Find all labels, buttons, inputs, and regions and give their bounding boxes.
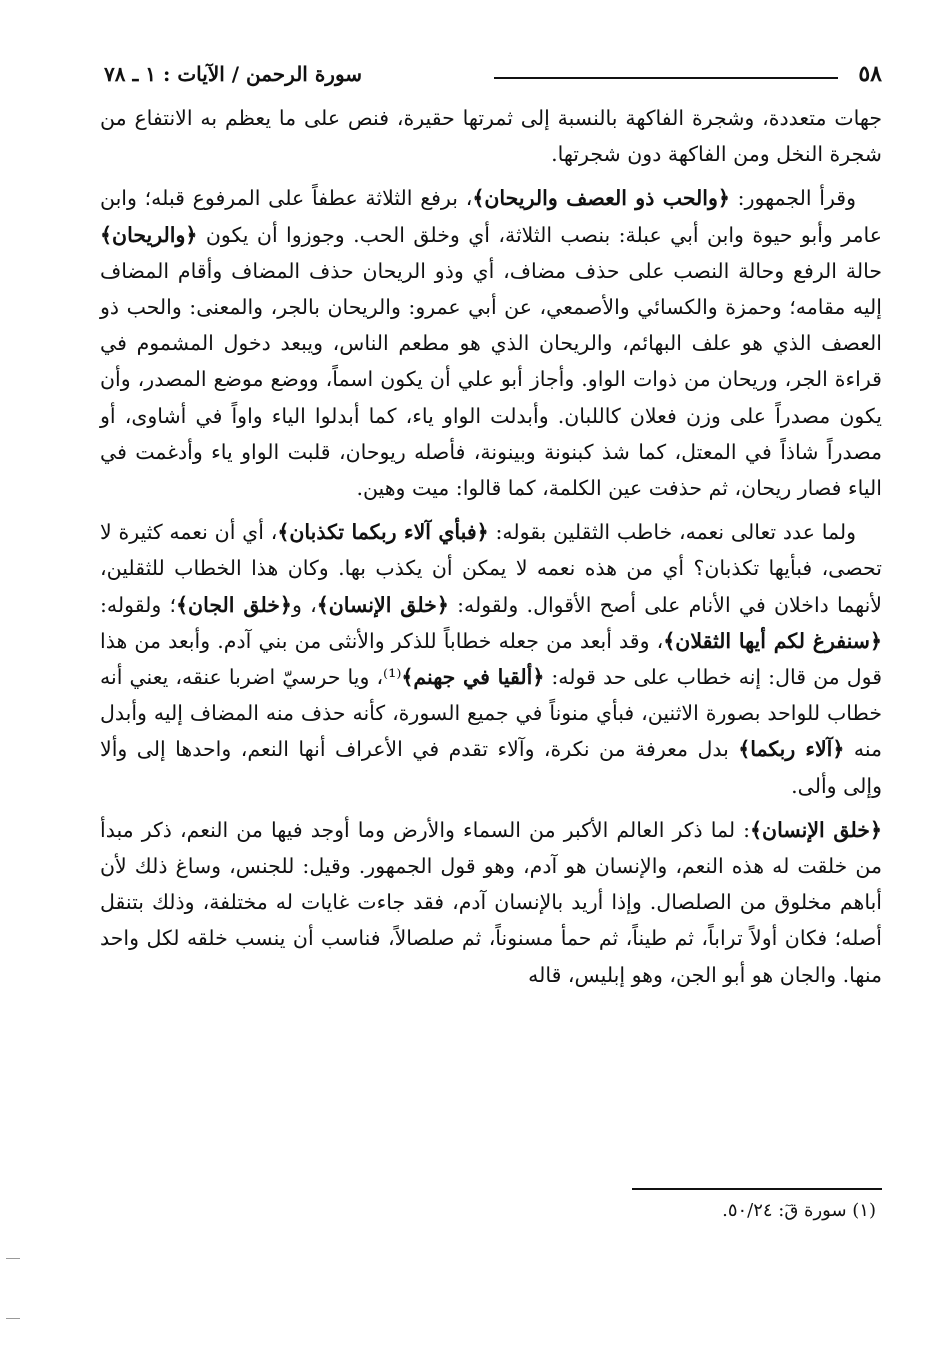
quranic-quote: ﴿خلق الجان﴾ [176,592,292,617]
footnote: (١) سورة قٓ: ٥٠/٢٤. [722,1200,876,1221]
running-title: سورة الرحمن / الآيات : ١ ـ ٧٨ [104,62,363,86]
quranic-quote: ﴿خلق الإنسان﴾ [316,592,449,617]
text-run: : لما ذكر العالم الأكبر من السماء والأرض وما أوجد فيها من النعم، ذكر مبدأ من خلقت له هذه النعم، والإنسان هو آدم، وهو قول الجمهور. وقيل: للجنس، وساغ ذلك لأن أباهم مخلوق من الصلصال. وإذا أريد بالإنسان آدم، فقد جاءت غايات له مختلفة، وذلك بتنقل أصله؛ فكان أولاً تراباً، ثم طيناً، ثم حمأ مسنوناً، ثم صلصالاً، فناسب أن ينسب خلقه لكل واحد منها. والجان هو أبو الجن، وهو إبليس، قاله [100,817,882,987]
text-run: حالة الرفع وحالة النصب على حذف مضاف، أي وذو الريحان حذف المضاف وأقام المضاف إليه مقامه؛ وحمزة والكسائي والأصمعي، عن أبي عمرو: والريحان بالجر، والمعنى: والحب ذو العصف الذي هو علف البهائم، والريحان الذي هو مطعم الناس، ويبعد دخول المشموم في قراءة الجر، وريحان من ذوات الواو. وأجاز أبو علي أن يكون اسماً، ووضع موضع المصدر، وأن يكون مصدراً على وزن فعلان كاللبان. وأبدلت الواو ياء، كما أبدلوا الياء واواً في أشاوى، أو مصدراً شاذاً في المعتل، كما شذ كبنونة وبينونة، فأصله ريوحان، قلبت الواو ياء وأدغمت في الياء فصار ريحان، ثم حذفت عين الكلمة، كما قالوا: ميت وهين. [100,258,882,501]
paragraph [100,180,882,506]
text-run: ، برفع الثلاثة عطفاً على المرفوع قبله؛ وابن عامر وأبو حيوة وابن أبي عبلة: بنصب الثلاثة، أي وخلق الحب. وجوزوا أن يكون [100,186,882,247]
text-run: ، و [291,592,317,617]
text-run: وقرأ الجمهور: [729,186,856,211]
scan-mark [6,1318,20,1319]
quranic-quote: ﴿والريحان﴾ [100,222,198,247]
text-run: بدل معرفة من نكرة، وآلاء تقدم في الأعراف أنها النعم، واحدها إلى وألا وإلى وألى. [100,737,882,798]
page-header [104,56,882,92]
quranic-quote: ﴿ألقيا في جهنم﴾ [401,665,545,690]
quranic-quote: ﴿والحب ذو العصف والريحان﴾ [472,186,730,211]
body-text [100,100,882,1001]
scan-mark [6,1258,20,1259]
page-number: ٥٨ [858,61,882,87]
quranic-quote: ﴿خلق الإنسان﴾ [750,817,882,842]
text-run: ؛ ولقوله: [100,592,177,617]
paragraph [100,812,882,993]
text-run: ⁽¹⁾، ويا حرسيّ اضربا عنقه، يعني أنه خطاب للواحد بصورة الاثنين، فبأي منوناً في جميع السورة، كأنه حذف منه المضاف إليه وأبدل منه [100,665,882,762]
text-run: ، وقد أبعد من جعله خطاباً للذكر والأنثى من بني آدم. وأبعد من هذا قول من قال: إنه خطاب على حد قوله: [100,628,882,690]
header-rule [494,77,838,79]
paragraph [100,514,882,804]
quranic-quote: ﴿فبأي آلاء ربكما تكذبان﴾ [277,520,489,545]
text-run: ، أي أن نعمه كثيرة لا تحصى، فبأيها تكذبان؟ أي من هذه نعمه لا يمكن أن يكذب بها. وكان هذا الخطاب للثقلين، لأنهما داخلان في الأنام على أصح الأقوال. ولقوله: [100,520,882,617]
quranic-quote: ﴿آلاء ربكما﴾ [738,737,845,762]
text-run: جهات متعددة، وشجرة الفاكهة بالنسبة إلى ثمرتها حقيرة، فنص على ما يعظم به الانتفاع من شجرة النخل ومن الفاكهة دون شجرتها. [100,106,882,167]
text-run: ولما عدد تعالى نعمه، خاطب الثقلين بقوله: [488,520,856,545]
footnote-rule [632,1188,882,1190]
paragraph [100,100,882,172]
quranic-quote: ﴿سنفرغ لكم أيها الثقلان﴾ [663,628,882,653]
